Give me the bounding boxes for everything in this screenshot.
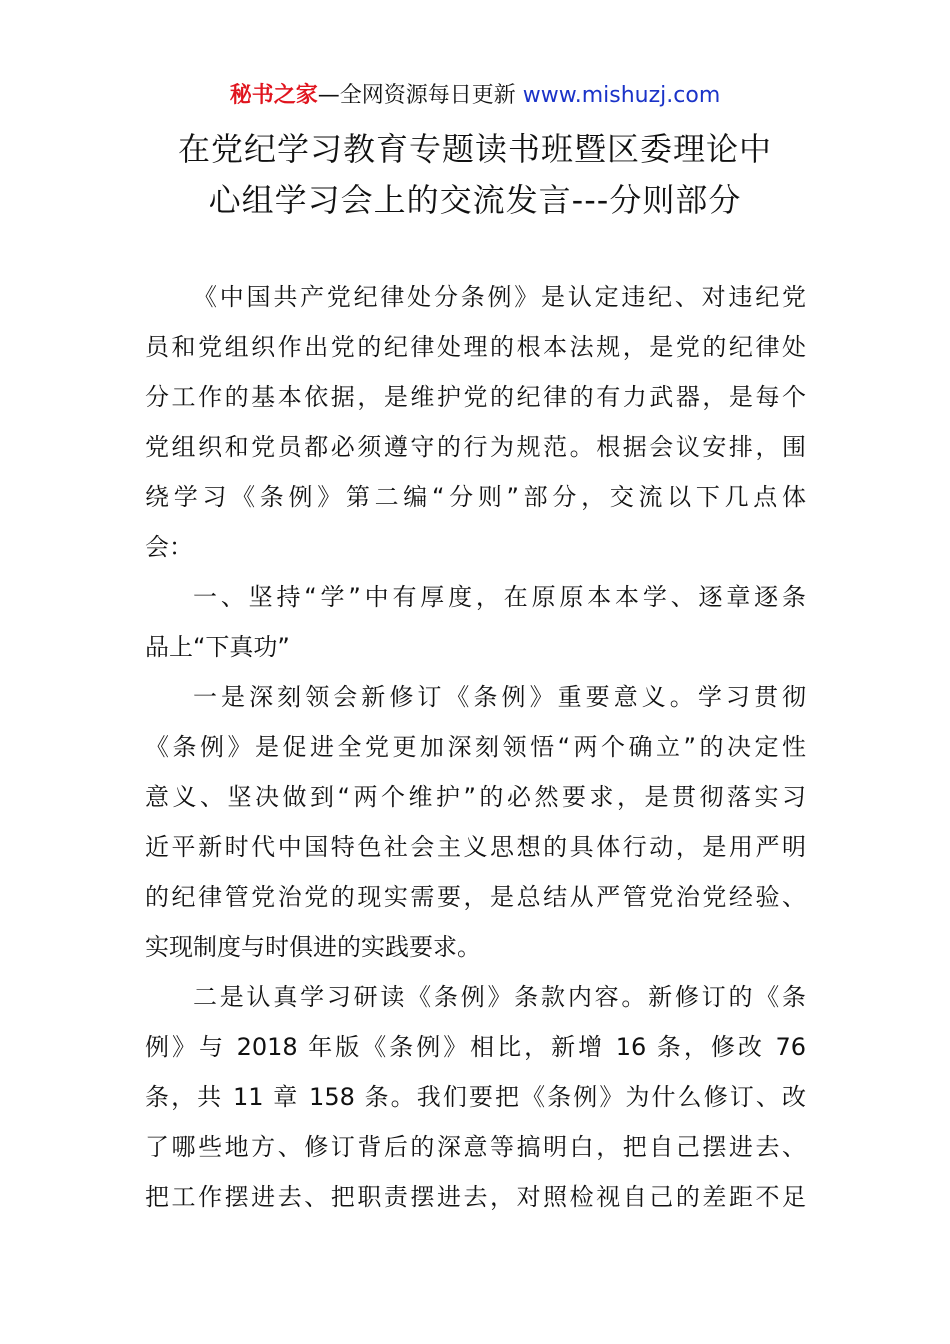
- paragraph-line: 会：: [145, 533, 193, 561]
- paragraph-line: 的纪律管党治党的现实需要，是总结从严管党治党经验、: [145, 883, 806, 911]
- site-tagline: —全网资源每日更新: [317, 83, 523, 108]
- paragraph-line: 实现制度与时俱进的实践要求。: [145, 933, 481, 961]
- paragraph-line: 分工作的基本依据，是维护党的纪律的有力武器，是每个: [145, 383, 806, 411]
- paragraph-line: 例》与 2018 年版《条例》相比，新增 16 条，修改 76: [145, 1033, 806, 1061]
- document-body: [145, 272, 806, 1222]
- section-heading-line: 一、坚持“学”中有厚度，在原原本本学、逐章逐条: [193, 583, 806, 611]
- paragraph-line: 党组织和党员都必须遵守的行为规范。根据会议安排，围: [145, 433, 806, 461]
- paragraph-line: 二是认真学习研读《条例》条款内容。新修订的《条: [193, 983, 806, 1011]
- paragraph-line: 意义、坚决做到“两个维护”的必然要求，是贯彻落实习: [145, 783, 806, 811]
- site-header: [0, 80, 950, 112]
- document-title: [0, 124, 950, 226]
- section-heading-line: 品上“下真功”: [145, 633, 290, 661]
- paragraph-line: 一是深刻领会新修订《条例》重要意义。学习贯彻: [193, 683, 806, 711]
- paragraph-line: 近平新时代中国特色社会主义思想的具体行动，是用严明: [145, 833, 806, 861]
- paragraph-line: 绕学习《条例》第二编“分则”部分，交流以下几点体: [145, 483, 806, 511]
- paragraph-line: 了哪些地方、修订背后的深意等搞明白，把自己摆进去、: [145, 1133, 806, 1161]
- site-url[interactable]: www.mishuzj.com: [522, 83, 721, 108]
- paragraph-line: 《中国共产党纪律处分条例》是认定违纪、对违纪党: [193, 283, 806, 311]
- paragraph-line: 把工作摆进去、把职责摆进去，对照检视自己的差距不足: [145, 1183, 806, 1211]
- paragraph-line: 条，共 11 章 158 条。我们要把《条例》为什么修订、改: [145, 1083, 806, 1111]
- site-name: 秘书之家: [229, 83, 318, 108]
- paragraph-line: 《条例》是促进全党更加深刻领悟“两个确立”的决定性: [145, 733, 806, 761]
- title-line: 在党纪学习教育专题读书班暨区委理论中: [177, 130, 772, 168]
- paragraph-line: 员和党组织作出党的纪律处理的根本法规，是党的纪律处: [145, 333, 806, 361]
- title-line: 心组学习会上的交流发言---分则部分: [208, 181, 742, 219]
